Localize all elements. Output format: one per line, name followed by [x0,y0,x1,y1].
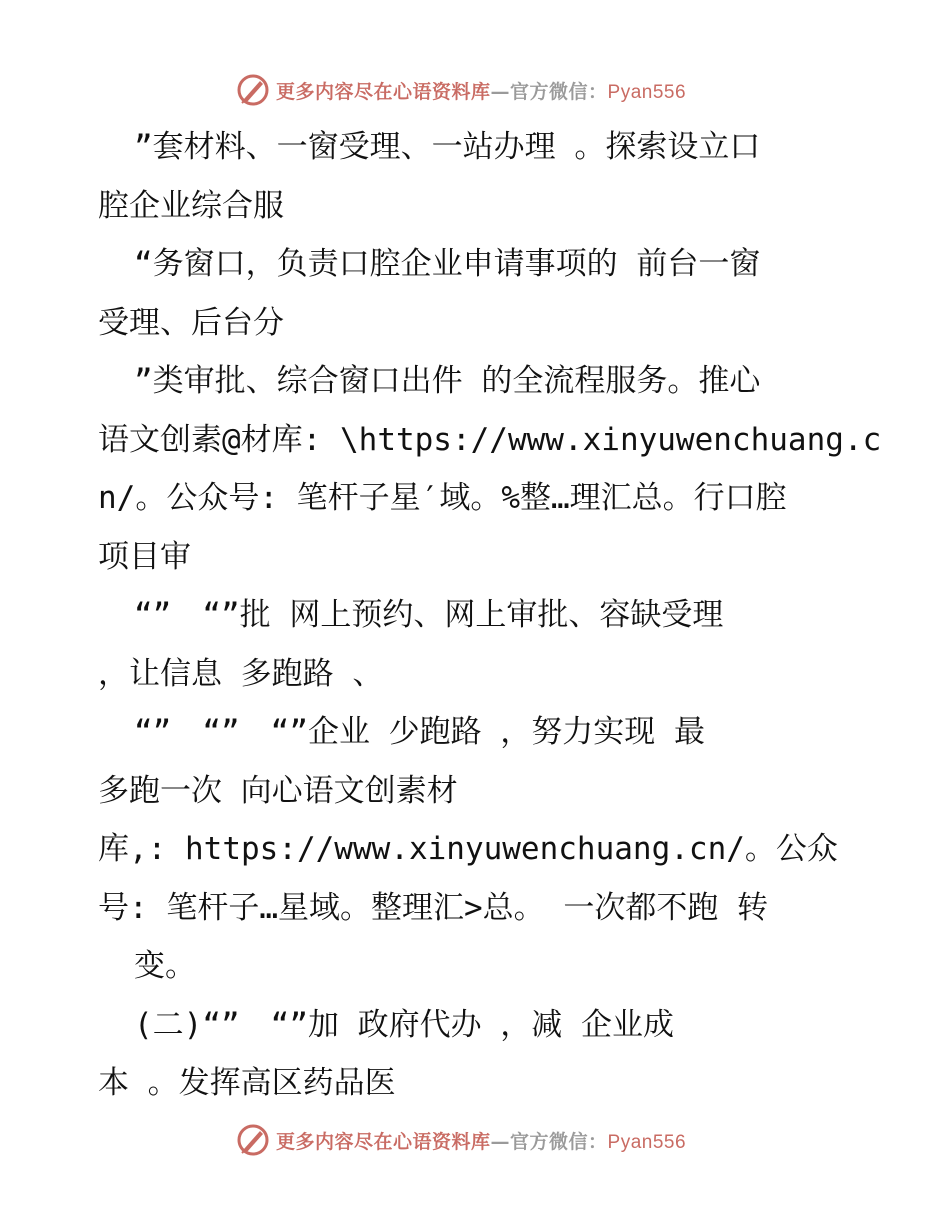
header-dash: — [490,80,511,103]
text-line: “” “” “”企业 少跑路 ，努力实现 最 [134,714,705,750]
text-line: 库,: https://www.xinyuwenchuang.cn/。公众 [98,831,838,867]
text-line: 号: 笔杆子…星域。整理汇>总。 一次都不跑 转 [98,889,768,926]
document-body [98,118,882,1113]
text-line: ”套材料、一窗受理、一站办理 。探索设立口 [134,129,761,165]
quill-logo-icon [236,1123,270,1157]
header-banner-text [276,77,686,104]
text-line: ”类审批、综合窗口出件 的全流程服务。推心 [134,363,761,399]
text-line: 项目审 [98,538,191,575]
text-line: 本 。发挥高区药品医 [98,1065,396,1101]
quill-logo-icon [236,73,270,107]
text-line: 语文创素@材库: \https://www.xinyuwenchuang.c [98,421,882,458]
text-line: 多跑一次 向心语文创素材 [98,772,458,809]
header-wechat-id: Pyan556 [607,81,687,103]
header-watermark-banner [236,72,716,108]
text-line: (二)“” “”加 政府代办 ，减 企业成 [134,1006,674,1043]
footer-wechat-id: Pyan556 [607,1131,687,1153]
footer-banner-text [276,1127,686,1154]
header-promo: 更多内容尽在心语资料库 [276,80,491,103]
footer-wechat-label: 官方微信： [510,1130,608,1153]
text-line: “务窗口，负责口腔企业申请事项的 前台一窗 [134,246,761,282]
text-line: n/。公众号: 笔杆子星′域。%整…理汇总。行口腔 [98,480,787,516]
footer-watermark-banner [236,1122,716,1158]
text-line: 腔企业综合服 [98,187,284,224]
footer-dash: — [490,1130,511,1153]
text-line: 变。 [134,948,196,984]
header-wechat-label: 官方微信： [510,80,608,103]
text-line: ，让信息 多跑路 、 [98,655,384,692]
text-line: “” “”批 网上预约、网上审批、容缺受理 [134,597,724,633]
text-line: 受理、后台分 [98,304,284,341]
footer-promo: 更多内容尽在心语资料库 [276,1130,491,1153]
